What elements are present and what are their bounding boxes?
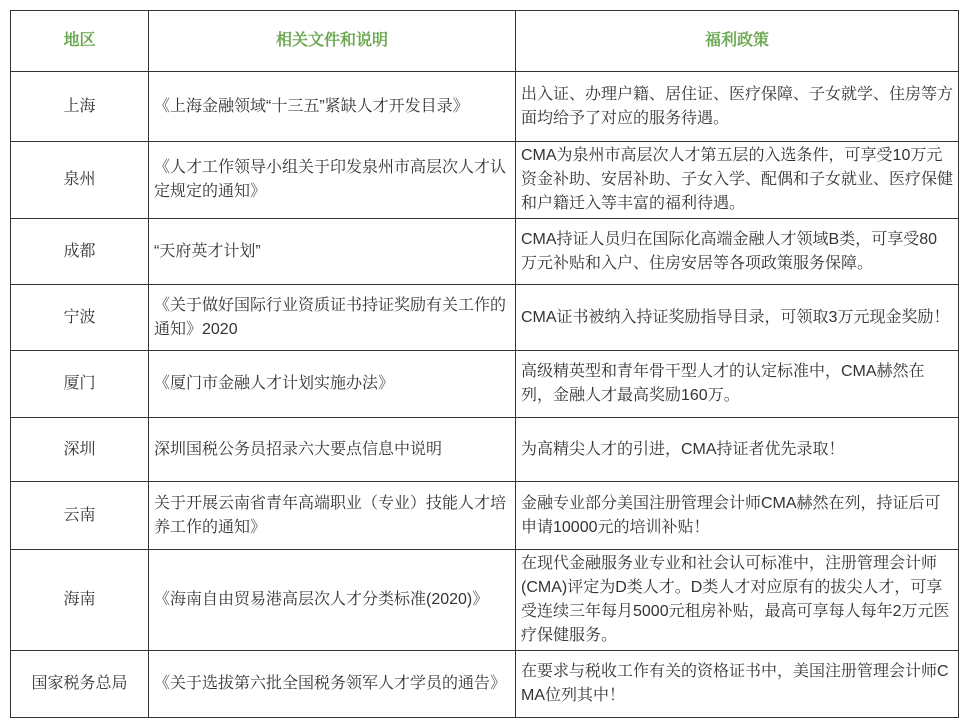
document-cell: 《厦门市金融人才计划实施办法》 (149, 351, 516, 418)
table-row-xiamen (11, 351, 959, 418)
table-row-chengdu (11, 219, 959, 285)
header-row (11, 11, 959, 72)
document-cell: 《关于选拔第六批全国税务领军人才学员的通告》 (149, 651, 516, 718)
region-cell: 云南 (11, 482, 149, 550)
policy-cell: 出入证、办理户籍、居住证、医疗保障、子女就学、住房等方面均给予了对应的服务待遇。 (516, 72, 959, 142)
column-header-documents: 相关文件和说明 (149, 11, 516, 72)
region-cell: 深圳 (11, 418, 149, 482)
policy-cell: 为高精尖人才的引进，CMA持证者优先录取！ (516, 418, 959, 482)
table-row-ningbo (11, 285, 959, 351)
cma-benefits-table (10, 10, 959, 718)
policy-cell: 在要求与税收工作有关的资格证书中，美国注册管理会计师CMA位列其中！ (516, 651, 959, 718)
policy-cell: CMA证书被纳入持证奖励指导目录，可领取3万元现金奖励！ (516, 285, 959, 351)
table-row-shenzhen (11, 418, 959, 482)
document-cell: 《海南自由贸易港高层次人才分类标准(2020)》 (149, 550, 516, 651)
policy-cell: 在现代金融服务业专业和社会认可标准中，注册管理会计师(CMA)评定为D类人才。D类人才对应原有的拔尖人才，可享受连续三年每月5000元租房补贴，最高可享每人每年2万元医疗保健服务。 (516, 550, 959, 651)
table-row-quanzhou (11, 142, 959, 219)
policy-cell: CMA为泉州市高层次人才第五层的入选条件，可享受10万元资金补助、安居补助、子女入学、配偶和子女就业、医疗保健和户籍迁入等丰富的福利待遇。 (516, 142, 959, 219)
region-cell: 上海 (11, 72, 149, 142)
column-header-region: 地区 (11, 11, 149, 72)
document-cell: 《人才工作领导小组关于印发泉州市高层次人才认定规定的通知》 (149, 142, 516, 219)
policy-cell: CMA持证人员归在国际化高端金融人才领域B类，可享受80万元补贴和入户、住房安居等各项政策服务保障。 (516, 219, 959, 285)
region-cell: 厦门 (11, 351, 149, 418)
column-header-policy: 福利政策 (516, 11, 959, 72)
policy-cell: 高级精英型和青年骨干型人才的认定标准中，CMA赫然在列，金融人才最高奖励160万。 (516, 351, 959, 418)
region-cell: 海南 (11, 550, 149, 651)
policy-cell: 金融专业部分美国注册管理会计师CMA赫然在列，持证后可申请10000元的培训补贴！ (516, 482, 959, 550)
document-cell: “天府英才计划” (149, 219, 516, 285)
document-cell: 《关于做好国际行业资质证书持证奖励有关工作的通知》2020 (149, 285, 516, 351)
document-cell: 深圳国税公务员招录六大要点信息中说明 (149, 418, 516, 482)
table-row-yunnan (11, 482, 959, 550)
table-row-shanghai (11, 72, 959, 142)
table-row-hainan (11, 550, 959, 651)
region-cell: 国家税务总局 (11, 651, 149, 718)
region-cell: 成都 (11, 219, 149, 285)
document-cell: 《上海金融领域“十三五”紧缺人才开发目录》 (149, 72, 516, 142)
table-row-state-taxation (11, 651, 959, 718)
region-cell: 泉州 (11, 142, 149, 219)
region-cell: 宁波 (11, 285, 149, 351)
document-cell: 关于开展云南省青年高端职业（专业）技能人才培养工作的通知》 (149, 482, 516, 550)
